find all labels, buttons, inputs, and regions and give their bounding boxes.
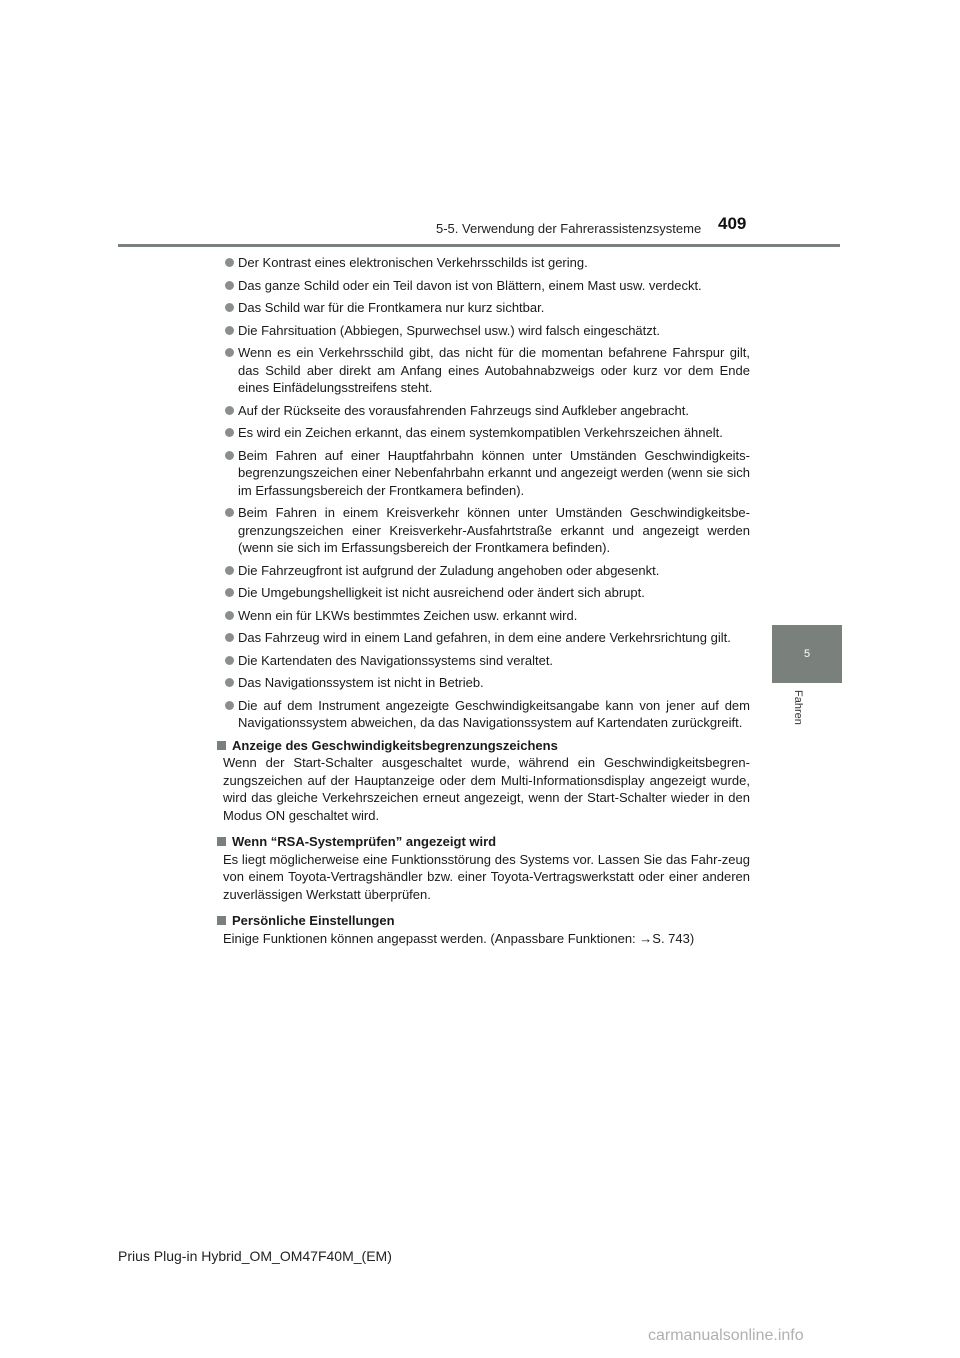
- section-title: 5-5. Verwendung der Fahrerassistenzsysteme: [436, 221, 702, 236]
- bullet-icon: [225, 258, 234, 267]
- square-bullet-icon: [217, 837, 226, 846]
- bullet-text: Die Kartendaten des Navigationssystems sind veraltet.: [238, 652, 554, 668]
- bullet-text: Es wird ein Zeichen erkannt, das einem systemkompatiblen Verkehrszeichen ähnelt.: [238, 425, 723, 440]
- bullet-item: [223, 674, 750, 692]
- bullet-text: Das Schild war für die Frontkamera nur kurz sichtbar.: [238, 300, 545, 315]
- bullet-item: [223, 652, 750, 670]
- bullet-text: Wenn ein für LKWs bestimmtes Zeichen usw. erkannt wird.: [238, 607, 578, 623]
- square-bullet-icon: [217, 741, 226, 750]
- bullet-item: [223, 299, 750, 317]
- bullet-icon: [225, 451, 234, 460]
- bullet-icon: [225, 678, 234, 687]
- bullet-icon: [225, 406, 234, 415]
- bullet-item: [223, 344, 750, 397]
- chapter-number: 5: [803, 648, 811, 660]
- chapter-label: Fahren: [792, 690, 804, 725]
- manual-footer: Prius Plug-in Hybrid_OM_OM47F40M_(EM): [118, 1248, 392, 1264]
- watermark: carmanualsonline.info: [648, 1327, 804, 1344]
- bullet-text: Beim Fahren in einem Kreisverkehr können unter Umständen Geschwindigkeitsbe-grenzungszeichen einer Kreisverkehr-Ausfahrtstraße erkannt und angezeigt werden (wenn sie sich im Erfassungsbereich der Frontkamera befinden).: [238, 505, 750, 555]
- bullet-item: [223, 562, 750, 580]
- bullet-item: [223, 447, 750, 500]
- page-content: [223, 254, 750, 953]
- section-heading-text: Anzeige des Geschwindigkeitsbegrenzungszeichens: [232, 737, 558, 753]
- bullet-icon: [225, 303, 234, 312]
- bullet-icon: [225, 428, 234, 437]
- bullet-icon: [225, 566, 234, 575]
- bullet-icon: [225, 656, 234, 665]
- chapter-tab[interactable]: [772, 625, 842, 683]
- bullet-item: [223, 504, 750, 557]
- bullet-icon: [225, 348, 234, 357]
- bullet-text: Das Fahrzeug wird in einem Land gefahren, in dem eine andere Verkehrsrichtung gilt.: [238, 630, 731, 645]
- bullet-text: Die Fahrsituation (Abbiegen, Spurwechsel usw.) wird falsch eingeschätzt.: [238, 322, 660, 338]
- bullet-icon: [225, 701, 234, 710]
- bullet-item: [223, 254, 750, 272]
- bullet-text: Der Kontrast eines elektronischen Verkehrsschilds ist gering.: [238, 255, 588, 270]
- section-body: Wenn der Start-Schalter ausgeschaltet wurde, während ein Geschwindigkeitsbegren-zungszeichen auf der Hauptanzeige oder dem Multi-Informationsdisplay angezeigt wurde, wird das gleiche Verkehrszeichen erneut angezeigt, wenn der Start-Schalter wieder in den Modus ON geschaltet wird.: [223, 755, 750, 823]
- bullet-icon: [225, 281, 234, 290]
- section-personal-settings: [217, 912, 750, 947]
- section-heading: [223, 737, 750, 755]
- bullet-text: Wenn es ein Verkehrsschild gibt, das nicht für die momentan befahrene Fahrspur gilt, das Schild aber direkt am Anfang eines Autobahnabzweigs oder kurz vor dem Ende eines Einfädelungsstreifens steht.: [238, 345, 750, 395]
- bullet-item: [223, 424, 750, 442]
- section-speed-sign-display: [217, 737, 750, 825]
- bullet-item: [223, 402, 750, 420]
- bullet-item: [223, 607, 750, 625]
- bullet-text: Das Navigationssystem ist nicht in Betrieb.: [238, 675, 484, 690]
- section-body: Es liegt möglicherweise eine Funktionsstörung des Systems vor. Lassen Sie das Fahr-zeug von einem Toyota-Vertragshändler bzw. einer Toyota-Vertragswerkstatt oder einer anderen zuverlässigen Werkstatt überprüfen.: [223, 851, 750, 902]
- bullet-text: Beim Fahren auf einer Hauptfahrbahn können unter Umständen Geschwindigkeits-begrenzungszeichen einer Nebenfahrbahn erkannt und angezeigt werden (wenn sie sich im Erfassungsbereich der Frontkamera befinden).: [238, 447, 750, 498]
- bullet-icon: [225, 326, 234, 335]
- bullet-icon: [225, 633, 234, 642]
- square-bullet-icon: [217, 916, 226, 925]
- bullet-item: [223, 629, 750, 647]
- bullet-icon: [225, 508, 234, 517]
- bullet-item: [223, 584, 750, 602]
- bullet-item: [223, 322, 750, 340]
- bullet-item: [223, 277, 750, 295]
- section-rsa-check: [217, 833, 750, 903]
- section-heading-text: Wenn “RSA-Systemprüfen” angezeigt wird: [232, 834, 497, 849]
- bullet-text: Die Umgebungshelligkeit ist nicht ausreichend oder ändert sich abrupt.: [238, 585, 645, 600]
- header-divider: [118, 244, 840, 247]
- section-body[interactable]: Einige Funktionen können angepasst werden. (Anpassbare Funktionen: →S. 743): [223, 930, 695, 946]
- bullet-text: Auf der Rückseite des vorausfahrenden Fahrzeugs sind Aufkleber angebracht.: [238, 402, 689, 418]
- bullet-icon: [225, 611, 234, 620]
- bullet-item: [223, 697, 750, 732]
- section-heading-text: Persönliche Einstellungen: [232, 913, 395, 928]
- bullet-text: Die Fahrzeugfront ist aufgrund der Zuladung angehoben oder abgesenkt.: [238, 562, 660, 578]
- bullet-icon: [225, 588, 234, 597]
- bullet-text: Das ganze Schild oder ein Teil davon ist von Blättern, einem Mast usw. verdeckt.: [238, 277, 702, 293]
- section-heading: [223, 833, 750, 851]
- page-number: 409: [718, 214, 747, 233]
- section-heading: [223, 912, 750, 930]
- bullet-text: Die auf dem Instrument angezeigte Geschwindigkeitsangabe kann von jener auf dem Navigationssystem abweichen, da das Navigationssystem auf Kartendaten zurückgreift.: [238, 697, 750, 730]
